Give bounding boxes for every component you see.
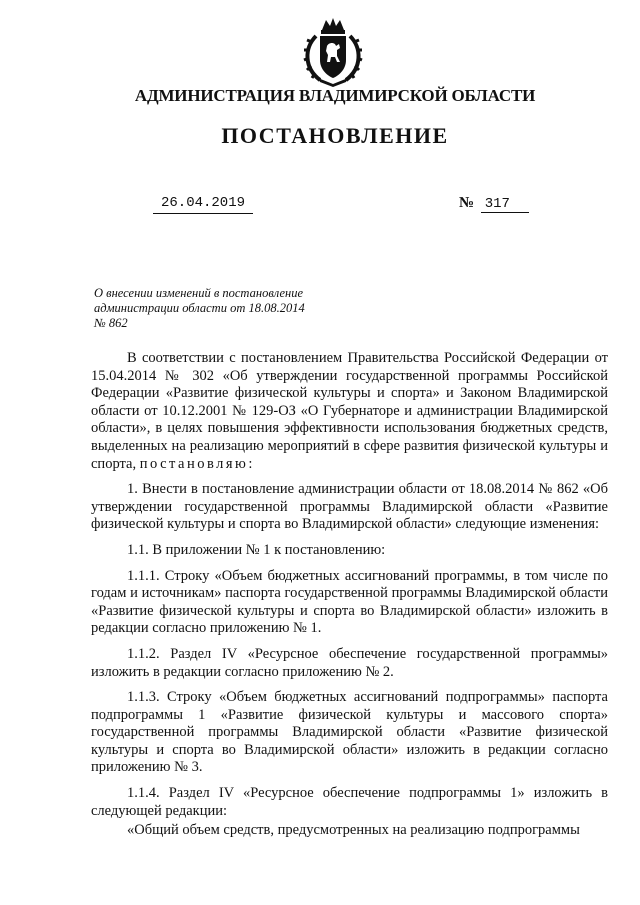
document-body xyxy=(91,350,608,848)
document-type: ПОСТАНОВЛЕНИЕ xyxy=(221,123,449,148)
paragraph-1-1: 1.1. В приложении № 1 к постановлению: xyxy=(127,541,386,558)
paragraph-1-1-2: 1.1.2. Раздел IV «Ресурсное обеспечение государственной программы» изложить в редакции согласно приложению № 2. xyxy=(91,645,608,680)
preamble-text: В соответствии с постановлением Правительства Российской Федерации от 15.04.2014 № 302 «Об утверждении государственной программы Российской Федерации «Развитие физической культуры и спорта» и Законом Владимирской области от 10.12.2001 № 129-ОЗ «О Губернаторе и администрации Владимирской области», в целях повышения эффективности использования бюджетных средств, выделенных на реализацию мероприятий в сфере развития физической культуры и спорта, xyxy=(91,350,608,472)
paragraph-1-1-3: 1.1.3. Строку «Объем бюджетных ассигнований подпрограммы» паспорта подпрограммы 1 «Развитие физической культуры и массового спорта» государственной программы Владимирской области «Развитие физической культуры и спорта во Владимирской области» изложить в редакции согласно приложению № 3. xyxy=(91,689,608,776)
paragraph-1-1-1: 1.1.1. Строку «Объем бюджетных ассигнований программы, в том числе по годам и источникам» паспорта государственной программы Владимирской области «Развитие физической культуры и спорта во Владимирской области» изложить в редакции согласно приложению № 1. xyxy=(91,567,608,637)
subject-line: О внесении изменений в постановление xyxy=(94,286,304,300)
number-value: 317 xyxy=(481,196,529,213)
document-date: 26.04.2019 xyxy=(153,195,253,214)
quoted-text-start: «Общий объем средств, предусмотренных на реализацию подпрограммы xyxy=(127,822,580,839)
subject-line: № 862 xyxy=(94,316,128,330)
subject-line: администрации области от 18.08.2014 xyxy=(94,301,305,315)
decree-word: постановляю: xyxy=(139,455,255,472)
organization-name: АДМИНИСТРАЦИЯ ВЛАДИМИРСКОЙ ОБЛАСТИ xyxy=(134,86,536,105)
number-sign: № xyxy=(459,195,475,211)
document-subject xyxy=(94,286,334,331)
paragraph-1: 1. Внести в постановление администрации области от 18.08.2014 № 862 «Об утверждении государственной программы Владимирской области «Развитие физической культуры и спорта во Владимирской области» следующие изменения: xyxy=(91,481,608,533)
preamble-paragraph xyxy=(91,350,608,473)
paragraph-1-1-4: 1.1.4. Раздел IV «Ресурсное обеспечение подпрограммы 1» изложить в следующей редакции: xyxy=(91,785,608,819)
coat-of-arms-icon xyxy=(300,16,366,88)
document-number xyxy=(459,195,529,213)
